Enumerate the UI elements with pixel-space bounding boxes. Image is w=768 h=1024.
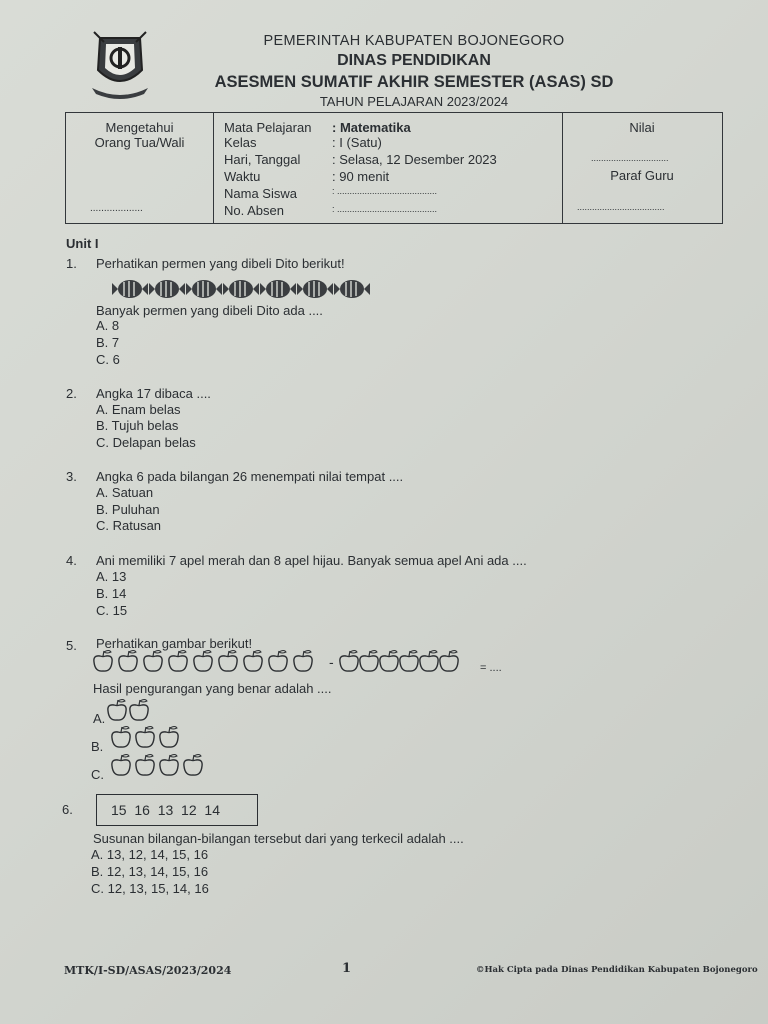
label-date: Hari, Tanggal (224, 152, 301, 167)
question-5-option-b-apples[interactable] (110, 724, 190, 750)
apple-icon (112, 727, 130, 748)
apple-icon (160, 727, 178, 748)
question-6-number: 6. (62, 802, 73, 817)
candy-icon (334, 280, 370, 298)
apple-icon (136, 727, 154, 748)
candy-icon (186, 280, 222, 298)
question-3-option-b[interactable]: B. Puluhan (96, 502, 160, 517)
number-set-box (96, 794, 258, 826)
unit-heading: Unit I (66, 236, 99, 251)
question-1-option-b[interactable]: B. 7 (96, 335, 120, 350)
label-time: Waktu (224, 169, 261, 184)
label-student-name: Nama Siswa (224, 186, 297, 201)
equals-blank: = .... (480, 662, 502, 674)
label-class: Kelas (224, 135, 257, 150)
apple-icon (112, 755, 130, 776)
question-1-number: 1. (66, 256, 77, 271)
apple-icon (340, 651, 358, 672)
apple-icon (440, 651, 458, 672)
header-government: PEMERINTAH KABUPATEN BOJONEGORO (263, 33, 565, 49)
value-time: : 90 menit (332, 169, 390, 184)
question-1-prompt: Banyak permen yang dibeli Dito ada .... (96, 303, 323, 318)
apple-icon (294, 651, 312, 672)
apple-icon (244, 651, 262, 672)
score-label: Nilai (629, 120, 655, 135)
question-5-option-c-apples[interactable] (110, 752, 214, 778)
question-6-option-b[interactable]: B. 12, 13, 14, 15, 16 (91, 864, 209, 879)
question-1-option-a[interactable]: A. 8 (96, 318, 120, 333)
candy-icon (297, 280, 333, 298)
apple-icon (269, 651, 287, 672)
apple-icon (420, 651, 438, 672)
attendance-no-field[interactable]: : ........................................ (332, 204, 438, 214)
apple-icon (184, 755, 202, 776)
question-5-option-b-label[interactable]: B. (91, 739, 104, 754)
guardian-signature-line[interactable]: ................... (90, 203, 143, 214)
question-2-text: Angka 17 dibaca .... (96, 386, 211, 401)
question-6-option-c[interactable]: C. 12, 13, 15, 14, 16 (91, 881, 209, 896)
question-6-text: Susunan bilangan-bilangan tersebut dari yang terkecil adalah .... (93, 831, 464, 846)
question-4-option-a[interactable]: A. 13 (96, 569, 127, 584)
apple-icon (144, 651, 162, 672)
apple-group-right (338, 648, 463, 674)
apple-icon (194, 651, 212, 672)
apple-icon (400, 651, 418, 672)
footer-copyright: ©Hak Cipta pada Dinas Pendidikan Kabupaten Bojonegoro (476, 965, 758, 975)
teacher-initial-field[interactable]: ................................... (577, 202, 665, 212)
value-class: : I (Satu) (332, 135, 382, 150)
apple-icon (160, 755, 178, 776)
question-2-option-a[interactable]: A. Enam belas (96, 402, 181, 417)
apple-icon (169, 651, 187, 672)
question-6-option-a[interactable]: A. 13, 12, 14, 15, 16 (91, 847, 209, 862)
apple-icon (108, 700, 126, 721)
info-table (65, 112, 723, 224)
guardian-sub-label: Orang Tua/Wali (94, 135, 185, 150)
question-4-text: Ani memiliki 7 apel merah dan 8 apel hijau. Banyak semua apel Ani ada .... (96, 553, 527, 568)
guardian-label: Mengetahui (105, 120, 174, 135)
question-1-option-c[interactable]: C. 6 (96, 352, 120, 367)
footer-page-number: 1 (342, 961, 352, 976)
question-3-text: Angka 6 pada bilangan 26 menempati nilai tempat .... (96, 469, 404, 484)
apple-icon (380, 651, 398, 672)
label-attendance-no: No. Absen (224, 203, 284, 218)
apple-icon (94, 651, 112, 672)
header-department: DINAS PENDIDIKAN (337, 52, 491, 69)
apple-icon (360, 651, 378, 672)
header-school-year: TAHUN PELAJARAN 2023/2024 (319, 94, 509, 109)
question-5-option-a-apples[interactable] (106, 697, 166, 723)
candy-icon (112, 280, 148, 298)
question-3-option-c[interactable]: C. Ratusan (96, 518, 162, 533)
apple-group-left (92, 648, 322, 674)
question-1-text: Perhatikan permen yang dibeli Dito berikut! (96, 256, 345, 271)
question-3-number: 3. (66, 469, 77, 484)
apple-icon (130, 700, 148, 721)
footer-doc-code: MTK/I-SD/ASAS/2023/2024 (64, 964, 232, 977)
candy-icon (149, 280, 185, 298)
value-date: : Selasa, 12 Desember 2023 (332, 152, 497, 167)
question-2-option-b[interactable]: B. Tujuh belas (96, 418, 179, 433)
apple-icon (219, 651, 237, 672)
header-exam-title: ASESMEN SUMATIF AKHIR SEMESTER (ASAS) SD (214, 73, 614, 91)
score-field[interactable]: ............................... (591, 153, 669, 163)
question-2-number: 2. (66, 386, 77, 401)
candy-row (112, 278, 377, 300)
label-subject: Mata Pelajaran (224, 120, 312, 135)
apple-icon (119, 651, 137, 672)
question-4-number: 4. (66, 553, 77, 568)
question-5-option-a-label[interactable]: A. (93, 711, 106, 726)
question-2-option-c[interactable]: C. Delapan belas (96, 435, 196, 450)
candy-icon (223, 280, 259, 298)
teacher-initial-label: Paraf Guru (610, 168, 674, 183)
question-5-option-c-label[interactable]: C. (91, 767, 104, 782)
question-4-option-b[interactable]: B. 14 (96, 586, 127, 601)
candy-icon (260, 280, 296, 298)
student-name-field[interactable]: : ........................................ (332, 186, 438, 196)
question-5-number: 5. (66, 638, 77, 653)
apple-icon (136, 755, 154, 776)
number-set: 15 16 13 12 14 (111, 802, 220, 818)
question-5-text: Perhatikan gambar berikut! (96, 636, 253, 651)
question-4-option-c[interactable]: C. 15 (96, 603, 128, 618)
value-subject: : Matematika (332, 120, 411, 135)
question-5-prompt: Hasil pengurangan yang benar adalah .... (93, 681, 332, 696)
question-3-option-a[interactable]: A. Satuan (96, 485, 154, 500)
minus-sign: - (329, 654, 334, 670)
